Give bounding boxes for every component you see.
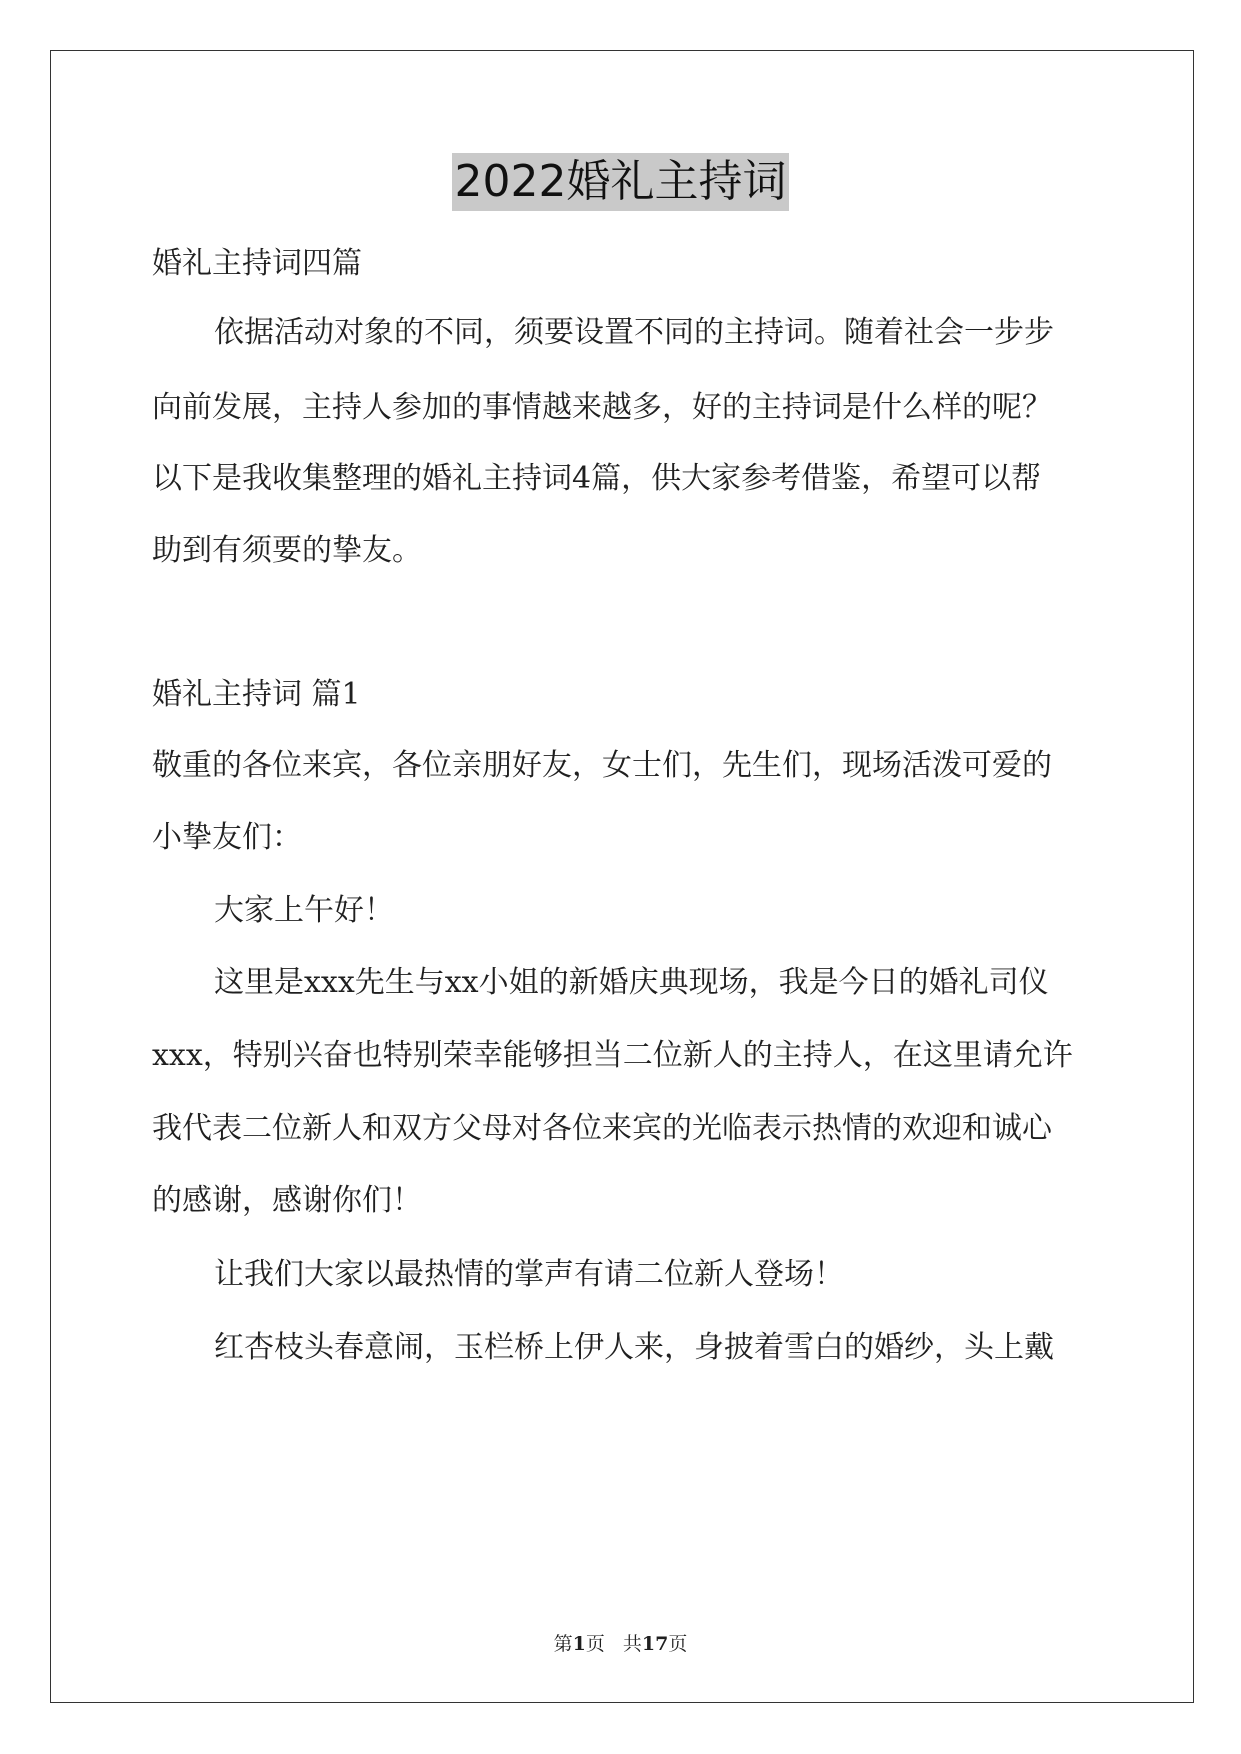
page-suffix: 页 bbox=[585, 1633, 605, 1655]
body-line: 敬重的各位来宾，各位亲朋好友，女士们，先生们，现场活泼可爱的 bbox=[152, 748, 1052, 783]
total-prefix: 共 bbox=[622, 1633, 642, 1655]
title-container bbox=[0, 153, 1241, 211]
body-line: 小挚友们： bbox=[152, 820, 302, 855]
total-pages: 17 bbox=[641, 1633, 669, 1655]
page-number: 1 bbox=[572, 1633, 586, 1655]
intro-line: 向前发展，主持人参加的事情越来越多，好的主持词是什么样的呢？ bbox=[152, 390, 1052, 425]
body-line: 的感谢，感谢你们！ bbox=[152, 1183, 422, 1218]
page-footer bbox=[0, 1632, 1241, 1656]
subtitle: 婚礼主持词四篇 bbox=[152, 246, 362, 281]
total-suffix: 页 bbox=[668, 1633, 688, 1655]
body-line: 我代表二位新人和双方父母对各位来宾的光临表示热情的欢迎和诚心 bbox=[152, 1111, 1052, 1146]
body-line: xxx，特别兴奋也特别荣幸能够担当二位新人的主持人，在这里请允许 bbox=[152, 1038, 1073, 1073]
body-line: 让我们大家以最热情的掌声有请二位新人登场！ bbox=[214, 1257, 844, 1292]
body-line: 红杏枝头春意闹，玉栏桥上伊人来，身披着雪白的婚纱，头上戴 bbox=[214, 1330, 1054, 1365]
intro-line: 依据活动对象的不同，须要设置不同的主持词。随着社会一步步 bbox=[214, 315, 1054, 350]
intro-line: 以下是我收集整理的婚礼主持词4篇，供大家参考借鉴，希望可以帮 bbox=[152, 461, 1042, 496]
body-line: 大家上午好！ bbox=[214, 893, 394, 928]
intro-line: 助到有须要的挚友。 bbox=[152, 533, 422, 568]
page-border bbox=[50, 50, 1194, 1703]
document-title: 2022婚礼主持词 bbox=[452, 153, 790, 211]
section-heading: 婚礼主持词 篇1 bbox=[152, 677, 361, 712]
body-line: 这里是xxx先生与xx小姐的新婚庆典现场，我是今日的婚礼司仪 bbox=[214, 965, 1049, 1000]
page-prefix: 第 bbox=[553, 1633, 573, 1655]
